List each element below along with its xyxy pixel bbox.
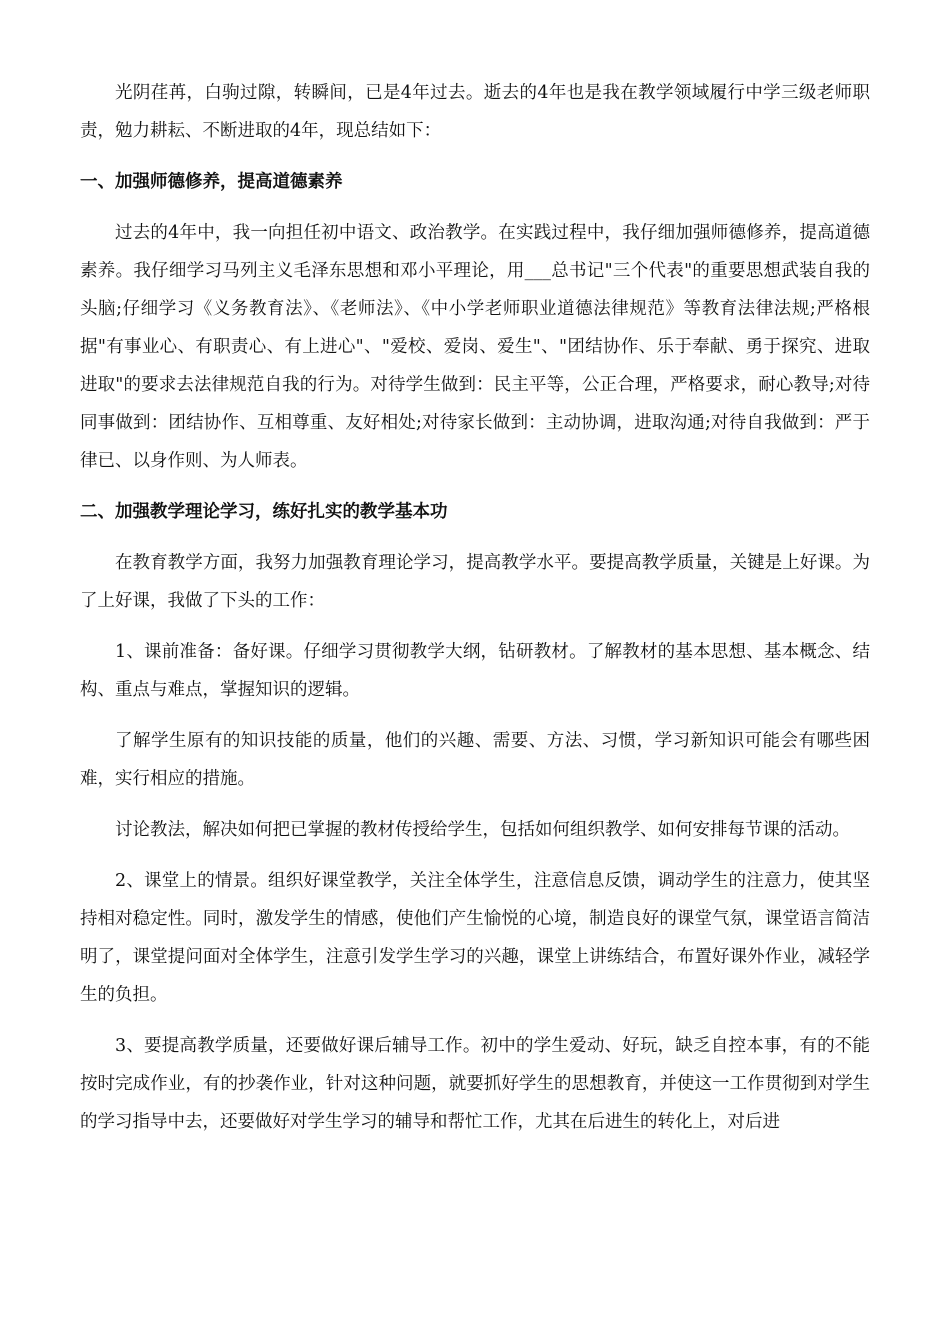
- body-paragraph: 过去的4年中，我一向担任初中语文、政治教学。在实践过程中，我仔细加强师德修养，提高道德素养。我仔细学习马列主义毛泽东思想和邓小平理论，用___总书记"三个代表"的重要思想武装自我的头脑;仔细学习《义务教育法》、《老师法》、《中小学老师职业道德法律规范》等教育法律法规;严格根据"有事业心、有职责心、有上进心"、"爱校、爱岗、爱生"、"团结协作、乐于奉献、勇于探究、进取进取"的要求去法律规范自我的行为。对待学生做到：民主平等，公正合理，严格要求，耐心教导;对待同事做到：团结协作、互相尊重、友好相处;对待家长做到：主动协调，进取沟通;对待自我做到：严于律已、以身作则、为人师表。: [80, 223, 870, 471]
- body-paragraph: 在教育教学方面，我努力加强教育理论学习，提高教学水平。要提高教学质量，关键是上好课。为了上好课，我做了下头的工作：: [80, 553, 870, 611]
- document-page: [80, 74, 870, 1154]
- section-heading-1: 一、加强师德修养，提高道德素养: [80, 172, 343, 192]
- body-paragraph: 了解学生原有的知识技能的质量，他们的兴趣、需要、方法、习惯，学习新知识可能会有哪些困难，实行相应的措施。: [80, 731, 870, 789]
- intro-paragraph: 光阴荏苒，白驹过隙，转瞬间，已是4年过去。逝去的4年也是我在教学领域履行中学三级老师职责，勉力耕耘、不断进取的4年，现总结如下：: [80, 83, 870, 141]
- body-paragraph: 3、要提高教学质量，还要做好课后辅导工作。初中的学生爱动、好玩，缺乏自控本事，有的不能按时完成作业，有的抄袭作业，针对这种问题，就要抓好学生的思想教育，并使这一工作贯彻到对学生的学习指导中去，还要做好对学生学习的辅导和帮忙工作，尤其在后进生的转化上，对后进: [80, 1036, 870, 1132]
- body-paragraph: 1、课前准备：备好课。仔细学习贯彻教学大纲，钻研教材。了解教材的基本思想、基本概念、结构、重点与难点，掌握知识的逻辑。: [80, 642, 870, 700]
- body-paragraph: 2、课堂上的情景。组织好课堂教学，关注全体学生，注意信息反馈，调动学生的注意力，使其坚持相对稳定性。同时，激发学生的情感，使他们产生愉悦的心境，制造良好的课堂气氛，课堂语言简洁明了，课堂提问面对全体学生，注意引发学生学习的兴趣，课堂上讲练结合，布置好课外作业，减轻学生的负担。: [80, 871, 870, 1005]
- body-paragraph: 讨论教法，解决如何把已掌握的教材传授给学生，包括如何组织教学、如何安排每节课的活动。: [115, 820, 850, 840]
- section-heading-2: 二、加强教学理论学习，练好扎实的教学基本功: [80, 502, 448, 522]
